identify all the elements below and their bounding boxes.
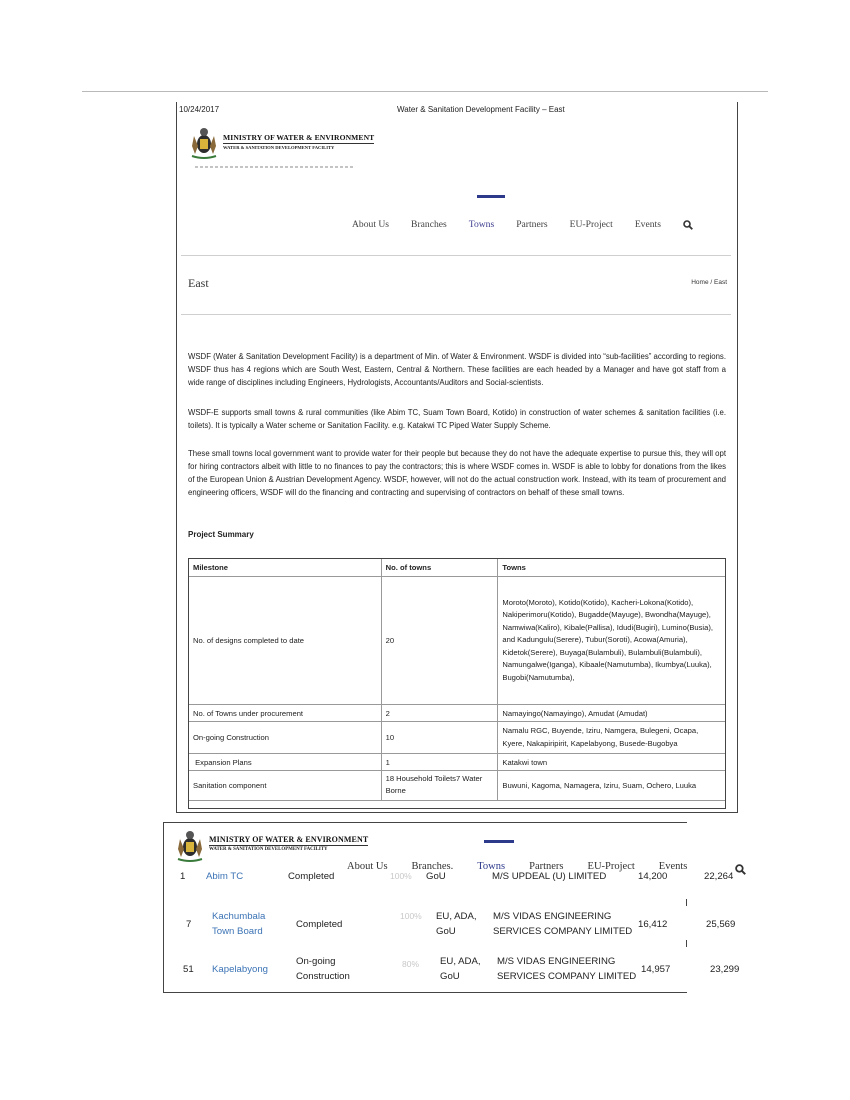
search-icon[interactable] (735, 864, 746, 875)
intro-paragraph-1: WSDF (Water & Sanitation Development Facility) is a department of Min. of Water & Environment. WSDF is divided into “sub-facilities” according to regions. WSDF thus has 4 regions which are South West, Eastern, Central & Northern. These facilities are each headed by a Manager and have got staff from a wide range of disciplines including Engineers, Hydrologists, Accountants/Auditors and Social-scientists. (188, 352, 726, 387)
website-screenshot-top (176, 102, 738, 813)
print-date: 10/24/2017 (179, 105, 220, 114)
main-nav-overlay (347, 861, 711, 872)
table-header-cell: No. of towns (381, 559, 498, 577)
website-screenshot-bottom (163, 822, 740, 993)
nav-partners[interactable]: Partners (516, 219, 548, 230)
intro-paragraph-3: These small towns local government want to provide water for their people but because they do not have the adequate expertise to pursue this, they will opt for hiring contractors albeit with little to no finances to pay the contractors; this is where WSDF comes in. WSDF is able to lobby for donations from the likes of the European Union & Austrian Development Agency. WSDF, however, will not do the actual construction work. Instead, with its team of procurement and engineering officers, WSDF will do the financing and contracting and supervising of contractors on behalf of these small towns. (188, 449, 726, 497)
table-cell: Namayingo(Namayingo), Amudat (Amudat) (498, 705, 726, 722)
logo-line-2: WATER & SANITATION DEVELOPMENT FACILITY (223, 145, 335, 150)
table-cell: No. of designs completed to date (189, 577, 382, 705)
value-2: 22,264 (704, 871, 734, 882)
logo-line-1: MINISTRY OF WATER & ENVIRONMENT (209, 835, 369, 844)
nav-eu-project[interactable]: EU-Project (569, 219, 613, 230)
progress-text: 80% (402, 959, 420, 969)
table-cell: 10 (381, 722, 498, 754)
column-divider (686, 940, 687, 947)
value-1: 14,200 (638, 871, 668, 882)
nav-towns[interactable]: Towns (477, 861, 506, 872)
row-number: 7 (186, 919, 192, 930)
table-row (189, 754, 726, 771)
funder-text: EU, ADA, GoU (436, 911, 477, 937)
contractor-text: M/S VIDAS ENGINEERING SERVICES COMPANY LIMITED (493, 911, 633, 937)
table-cell: 2 (381, 705, 498, 722)
nav-events[interactable]: Events (634, 219, 661, 230)
title-divider (181, 314, 731, 315)
value-1: 16,412 (638, 919, 668, 930)
column-divider (686, 899, 687, 906)
table-cell: Namalu RGC, Buyende, Iziru, Namgera, Bulegeni, Ocapa, Kyere, Nakapiripirit, Kapelabyong, Busede-Bugobya (498, 722, 726, 754)
project-summary-table (188, 558, 726, 801)
nav-about-us[interactable]: About Us (352, 219, 390, 230)
logo-line-2: WATER & SANITATION DEVELOPMENT FACILITY (209, 847, 328, 852)
active-nav-indicator (477, 195, 505, 198)
funder-text: EU, ADA, GoU (440, 956, 481, 982)
contractor-text: M/S UPDEAL (U) LIMITED (492, 871, 607, 882)
progress-text: 100% (390, 871, 412, 881)
page-divider (82, 91, 768, 92)
table-cell: Buwuni, Kagoma, Namagera, Iziru, Suam, Ochero, Luuka (498, 771, 726, 801)
table-header-cell: Milestone (189, 559, 382, 577)
table-cell: 20 (381, 577, 498, 705)
row-number: 51 (183, 964, 194, 975)
header-divider (181, 255, 731, 256)
main-nav (352, 219, 693, 230)
status-text: Completed (288, 871, 335, 882)
value-2: 25,569 (706, 919, 736, 930)
breadcrumb[interactable]: Home / East (691, 279, 727, 286)
nav-towns[interactable]: Towns (468, 219, 495, 230)
table-cell: No. of Towns under procurement (189, 705, 382, 722)
status-text: Completed (296, 919, 343, 930)
table-cell: 1 (381, 754, 498, 771)
logo-ghost-strip (195, 165, 355, 169)
intro-paragraph-2: WSDF-E supports small towns & rural communities (like Abim TC, Suam Town Board, Kotido) in construction of water schemes & sanitation facilities (i.e. toilets). It is typically a Water scheme or Sanitation Facility. e.g. Katakwi TC Piped Water Supply Scheme. (188, 408, 726, 430)
contractor-text: M/S VIDAS ENGINEERING SERVICES COMPANY LIMITED (497, 956, 637, 982)
table-row (189, 722, 726, 754)
value-2: 23,299 (710, 964, 740, 975)
value-1: 14,957 (641, 964, 671, 975)
table-cell: Moroto(Moroto), Kotido(Kotido), Kacheri-Lokona(Kotido), Nakiperimoru(Kotido), Bugadde(Mayuge), Bwondha(Mayuge), Namwiwa(Kaliro), Kibale(Pallisa), Idudi(Bugiri), Lumino(Busia), and Kadungulu(Serere), Tubur(Soroti), Acowa(Amuria), Kidetok(Serere), Buyaga(Bulambuli), Bulambuli(Bulambuli), Namungalwe(Iganga), Kibaale(Namutumba), Ikumbya(Luuka), Bugobi(Namutumba), (498, 577, 726, 705)
table-row (189, 771, 726, 801)
project-summary-heading: Project Summary (188, 530, 254, 539)
nav-about-us[interactable]: About Us (347, 861, 388, 872)
status-text: On-going Construction (296, 956, 350, 982)
search-icon[interactable] (683, 220, 693, 230)
ministry-logo-2[interactable] (175, 829, 368, 863)
page-title: East (188, 276, 209, 290)
nav-eu-project[interactable]: EU-Project (587, 861, 635, 872)
coat-of-arms-icon (175, 829, 205, 863)
ministry-logo[interactable] (189, 126, 374, 160)
table-row (189, 577, 726, 705)
table-cell: 18 Household Toilets7 Water Borne (381, 771, 498, 801)
funder-text: GoU (426, 871, 446, 882)
print-title: Water & Sanitation Development Facility – East (397, 105, 565, 114)
nav-partners[interactable]: Partners (529, 861, 564, 872)
logo-line-1: MINISTRY OF WATER & ENVIRONMENT (223, 133, 375, 142)
table-cell: On-going Construction (189, 722, 382, 754)
table-cell: Katakwi town (498, 754, 726, 771)
nav-branches[interactable]: Branches (411, 219, 447, 230)
table-cell: Sanitation component (189, 771, 382, 801)
table-cell: Expansion Plans (189, 754, 382, 771)
town-link[interactable]: Kapelabyong (212, 964, 269, 975)
active-nav-indicator (484, 840, 514, 843)
nav-events[interactable]: Events (658, 861, 688, 872)
nav-branches[interactable]: Branches. (411, 861, 454, 872)
progress-text: 100% (400, 911, 422, 921)
table-header-row (189, 559, 726, 577)
town-link[interactable]: Abim TC (206, 871, 244, 882)
table-row (189, 705, 726, 722)
town-link[interactable]: Kachumbala Town Board (212, 911, 266, 937)
coat-of-arms-icon (189, 126, 219, 160)
row-number: 1 (180, 871, 186, 882)
table-header-cell: Towns (498, 559, 726, 577)
